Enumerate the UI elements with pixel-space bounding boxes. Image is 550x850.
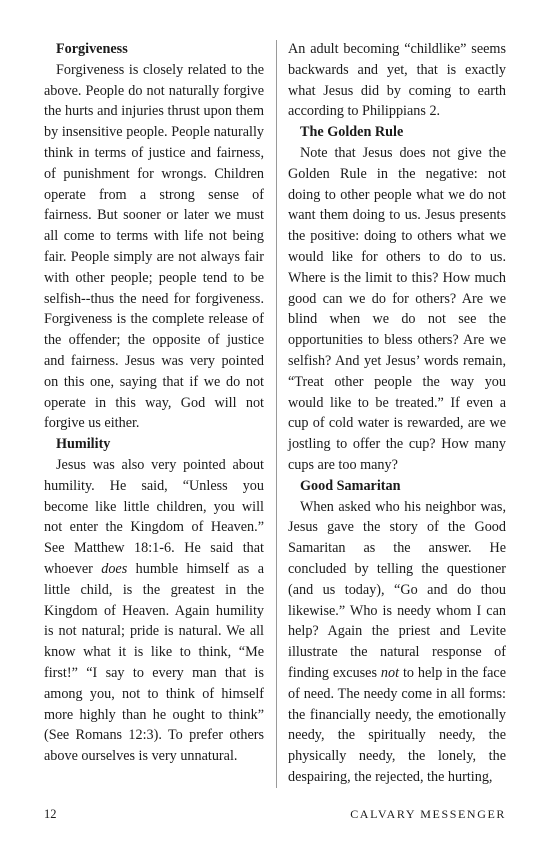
- samaritan-text-part-1: When asked who his neighbor was, Jesus gave the story of the Good Samaritan as the answer. He concluded by telling the questioner (and us today), “Go and do thou likewise.” Who is needy whom I can help? Again the priest and Levite illustrate the natural response of finding excuses: [288, 498, 506, 681]
- humility-text-part-2: humble himself as a little child, is the greatest in the Kingdom of Heaven. Again humility is not natural; pride is natural. We all know what it is like to think, “Me first!” “I say to every man that is among you, not to think of himself more highly than he ought to think” (See Romans 12:3). To prefer others above ourselves is very unnatural.: [44, 560, 264, 765]
- section-heading-good-samaritan: Good Samaritan: [300, 477, 401, 494]
- samaritan-text-part-2: to help in the face of need. The needy come in all forms: the financially needy, the emotionally needy, the spiritually needy, the physically needy, the lonely, the despairing, the rejected, the hurting,: [288, 664, 506, 785]
- section-heading-humility: Humility: [56, 436, 111, 453]
- column-divider: [276, 40, 277, 788]
- humility-text-part-1: Jesus was also very pointed about humility. He said, “Unless you become like little children, you will not enter the Kingdom of Heaven.” See Matthew 18:1-6. He said that whoever: [44, 456, 264, 577]
- running-head: CALVARY MESSENGER: [350, 807, 506, 821]
- humility-emphasis: does: [101, 560, 128, 577]
- section-heading-golden-rule: The Golden Rule: [300, 124, 404, 141]
- section-heading-forgiveness: Forgiveness: [56, 41, 128, 57]
- paragraph-golden-rule: Note that Jesus does not give the Golden Rule in the negative: not doing to other people what we do not want them doing to us. Jesus presents the positive: doing to others what we would like for others to do to us. Where is the limit to this? How much good can we do for others? Are we blind when we do not see the opportunities to bless others? Are we selfish? And yet Jesus’ words remain, “Treat other people the way you would like to be treated.” If even a cup of cold water is rewarded, are we jostling to offer the cup? How many cups are too many?: [288, 144, 506, 473]
- left-column: [44, 39, 264, 767]
- paragraph-humility: [44, 455, 264, 767]
- samaritan-emphasis: not: [380, 664, 400, 681]
- right-column: [288, 39, 506, 788]
- paragraph-forgiveness: Forgiveness is closely related to the above. People do not naturally forgive the hurts and injuries thrust upon them by insensitive people. People naturally think in terms of justice and fairness, of punishment for wrongs. Children operate from a strong sense of fairness. But sooner or later we must all come to terms with life not being fair. People simply are not always fair with other people; people tend to be selfish--thus the need for forgiveness. Forgiveness is the complete release of the offender; the opposite of justice and fairness. Jesus was very pointed on this one, saying that if we do not operate in this way, God will not forgive us either.: [44, 61, 264, 432]
- paragraph-continuation: An adult becoming “childlike” seems backwards and yet, that is exactly what Jesus did by coming to earth according to Philippians 2.: [288, 41, 506, 120]
- page-number: 12: [44, 807, 57, 821]
- paragraph-good-samaritan: [288, 497, 506, 788]
